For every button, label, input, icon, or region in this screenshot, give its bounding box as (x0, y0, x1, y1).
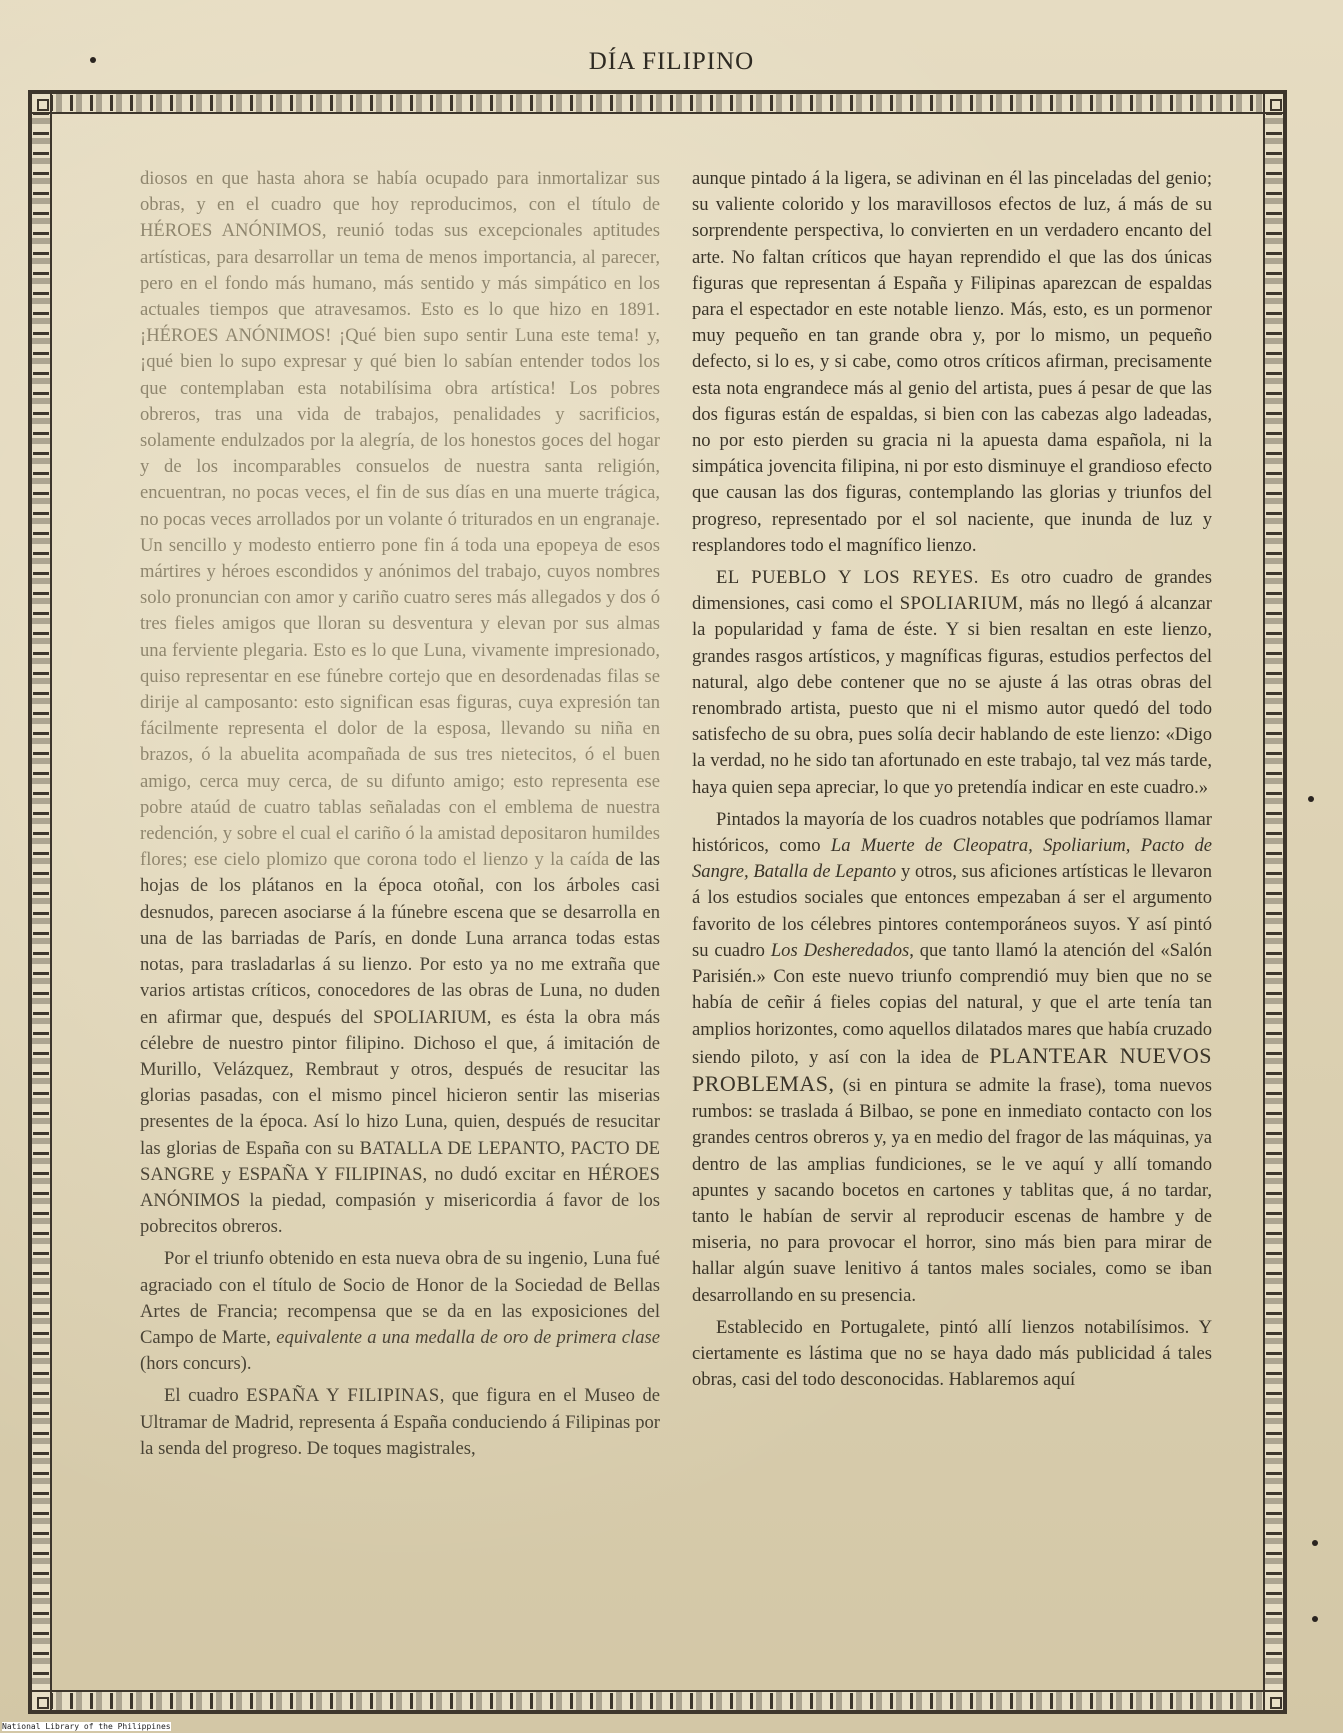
ink-dot (1308, 796, 1314, 802)
border-bottom (30, 1690, 1285, 1712)
text-run: Pintados la mayoría de los cuadros notables que podríamos llamar históricos, como (692, 808, 1212, 857)
paragraph (692, 565, 1212, 801)
emphasis-text: PLANTEAR NUEVOS PROBLEMAS, (692, 1042, 1212, 1096)
text-run: , que figura en el Museo de Ultramar de Madrid, representa á España conduciendo á Filipinas por la senda del progreso. De toques magistrales, (140, 1385, 660, 1459)
text-run: de las hojas de los plátanos en la época otoñal, con los árboles casi desnudos, parecen asociarse á la fúnebre escena que se desarrolla en una de las barriadas de París, en donde Luna arranca todas estas notas, para trasladarlas á su lienzo. Por esto ya no me extraña que varios artistas críticos, conocedores de las obras de Luna, no duden en afirmar que, después del SPOLIARIUM, es ésta la obra más célebre de nuestro pintor filipino. Dichoso el que, á imitación de Murillo, Velázquez, Rembraut y otros, después de resucitar las glorias pasadas, con el mismo pincel hicieron sentir las miserias presentes de la época. Así lo hizo Luna, quien, después de resucitar las glorias de España con su BATALLA DE LEPANTO, PACTO DE SANGRE y ESPAÑA Y FILIPINAS, no dudó excitar en HÉROES ANÓNIMOS la piedad, compasión y misericordia á favor de los pobrecitos obreros. (140, 849, 660, 1238)
small-caps-title: ESPAÑA Y FILIPINAS (246, 1385, 440, 1407)
paragraph (140, 1383, 660, 1462)
text-run: Es otro cuadro de grandes dimensiones, casi como el (692, 567, 1212, 615)
faded-text: diosos en que hasta ahora se había ocupado para inmortalizar sus obras, y en el cuadro que hoy reproducimos, con el título de HÉROES ANÓNIMOS, reunió todas sus excepcionales aptitudes artísticas, para desarrollar un tema de menos importancia, al parecer, pero en el fondo más humano, más sentido y más simpático en los actuales tiempos que atravesamos. Esto es lo que hizo en 1891. ¡HÉROES ANÓNIMOS! ¡Qué bien supo sentir Luna este tema! y, ¡qué bien lo supo expresar y qué bien lo sabían entender todos los que contemplaban esta notabilísima obra artística! Los pobres obreros, tras una vida de trabajos, penalidades y sacrificios, solamente endulzados por la alegría, de los honestos goces del hogar y de los incomparables consuelos de nuestra santa religión, encuentran, no pocas veces, el fin de sus días en una muerte trágica, no pocas veces arrollados por un volante ó triturados en un engranaje. Un sencillo y modesto entierro pone fin á toda una epopeya de esos mártires y héroes escondidos y anónimos del trabajo, cuyos nombres solo pronuncian con amor y cariño cuatro seres más allegados y dos ó tres fieles amigos que lloran su desventura y elevan por sus almas una ferviente plegaria. Esto es lo que Luna, vivamente impresionado, quiso representar en ese fúnebre cortejo que en desordenadas filas se dirije al camposanto: esto significan esas figuras, cuya expresión tan fácilmente representa el dolor de la esposa, llevando su niña en brazos, ó la abuelita acompañada de sus tres nietecitos, ó el buen amigo, cerca muy cerca, de su difunto amigo; esto representa ese pobre ataúd de cuatro tablas señaladas con el emblema de nuestra redención, y sobre el cual el cariño ó la amistad depositaron humildes flores; ese cielo plomizo que corona todo el lienzo y la caída (140, 168, 660, 871)
ink-dot (1312, 1616, 1318, 1622)
paragraph (692, 166, 1212, 559)
text-run: aunque pintado á la ligera, se adivinan en él las pinceladas del genio; su valiente colorido y los maravillosos efectos de luz, á más de su sorprendente perspectiva, lo convierten en un verdadero encanto del arte. No faltan críticos que hayan reprendido el que las dos únicas figuras que representan á España y Filipinas aparezcan de espaldas para el espectador en este notable lienzo. Más, esto, es un pormenor muy pequeño en tan grande obra y, por lo mismo, un pequeño defecto, si lo es, y si cabe, como otros críticos afirman, precisamente esta nota engrandece más al genio del artista, pues á pesar de que las dos figuras están de espaldas, si bien con las cabezas algo ladeadas, no por esto pierden su gracia ni la apuesta dama española, ni la simpática jovencita filipina, ni por esto disminuye el grandioso efecto que causan las dos figuras, contemplando las glorias y triunfos del progreso, representado por el sol naciente, que inunda de luz y resplandores todo el magnífico lienzo. (692, 168, 1212, 556)
right-column (692, 166, 1212, 1393)
italic-text: Los Desheredados (770, 939, 910, 961)
text-run: El cuadro (164, 1385, 239, 1407)
italic-text: equivalente a una medalla de oro de primera clase (276, 1326, 660, 1348)
page-title: DÍA FILIPINO (588, 48, 755, 75)
paragraph (140, 166, 660, 1240)
small-caps-title: EL PUEBLO Y LOS REYES. (716, 567, 979, 589)
italic-text: La Muerte de Cleopatra, Spoliarium, Pacto de Sangre, Batalla de Lepanto (692, 835, 1212, 883)
text-run: (si en pintura se admite la frase), toma nuevos rumbos: se traslada á Bilbao, se pone en inmediato contacto con los grandes centros obreros y, ya en medio del fragor de las máquinas, ya dentro de las amplias fundiciones, se le ve aquí y allí tomando apuntes y sacando bocetos en cartones y tablitas que, á no tardar, tanto le habían de servir al reproducir escenas de hambre y de miseria, no para provocar el horror, sino más bien para mirar de hallar algún suave lenitivo á tantos males sociales, como se iban desarrollando en su presencia. (692, 1074, 1212, 1306)
text-run: Por el triunfo obtenido en esta nueva obra de su ingenio, Luna fué agraciado con el título de Socio de Honor de la Sociedad de Bellas Artes de Francia; recompensa que se da en las exposiciones del Campo de Marte, (140, 1248, 660, 1348)
small-caps-title: SPOLIARIUM (899, 593, 1019, 615)
corner-ornament (30, 1690, 52, 1712)
paragraph (692, 807, 1212, 1309)
text-run: , más no llegó á alcanzar la popularidad y fama de éste. Y si bien resaltan en este lienzo, grandes rasgos artísticos, y magníficas figuras, estudios perfectos del natural, algo debe contener que no se ajuste á las otras obras del renombrado artista, puesto que ni el mismo autor quedó del todo satisfecho de su obra, pues solía decir hablando de este lienzo: «Digo la verdad, no he sido tan afortunado en este trabajo, tal vez más tarde, haya quien sepa apreciar, lo que yo pretendía indicar en este cuadro.» (692, 593, 1212, 798)
text-run: y otros, sus aficiones artísticas le llevaron á los estudios sociales que entonces empezaban á ser el argumento favorito de los célebres pintores contemporáneos suyos. Y así pintó su cuadro (692, 861, 1212, 961)
text-run: , que tanto llamó la atención del «Salón Parisién.» Con este nuevo triunfo comprendió muy bien que no se había de ceñir á fieles copias del natural, y que el arte tenía tan amplios horizontes, como aquellos dilatados mares que había cruzado siendo piloto, y así con la idea de (692, 939, 1212, 1068)
paragraph (692, 1315, 1212, 1394)
text-run: Establecido en Portugalete, pintó allí lienzos notabilísimos. Y ciertamente es lástima que no se haya dado más publicidad á tales obras, casi del todo desconocidas. Hablaremos aquí (692, 1316, 1212, 1391)
border-top (30, 92, 1285, 114)
text-run: (hors concurs). (140, 1353, 252, 1375)
library-credit: National Library of the Philippines (2, 1722, 171, 1731)
corner-ornament (30, 92, 52, 114)
border-left (30, 92, 52, 1712)
corner-ornament (1263, 92, 1285, 114)
left-column (140, 166, 660, 1462)
corner-ornament (1263, 1690, 1285, 1712)
border-right (1263, 92, 1285, 1712)
ink-dot (1312, 1540, 1318, 1546)
paragraph (140, 1246, 660, 1377)
